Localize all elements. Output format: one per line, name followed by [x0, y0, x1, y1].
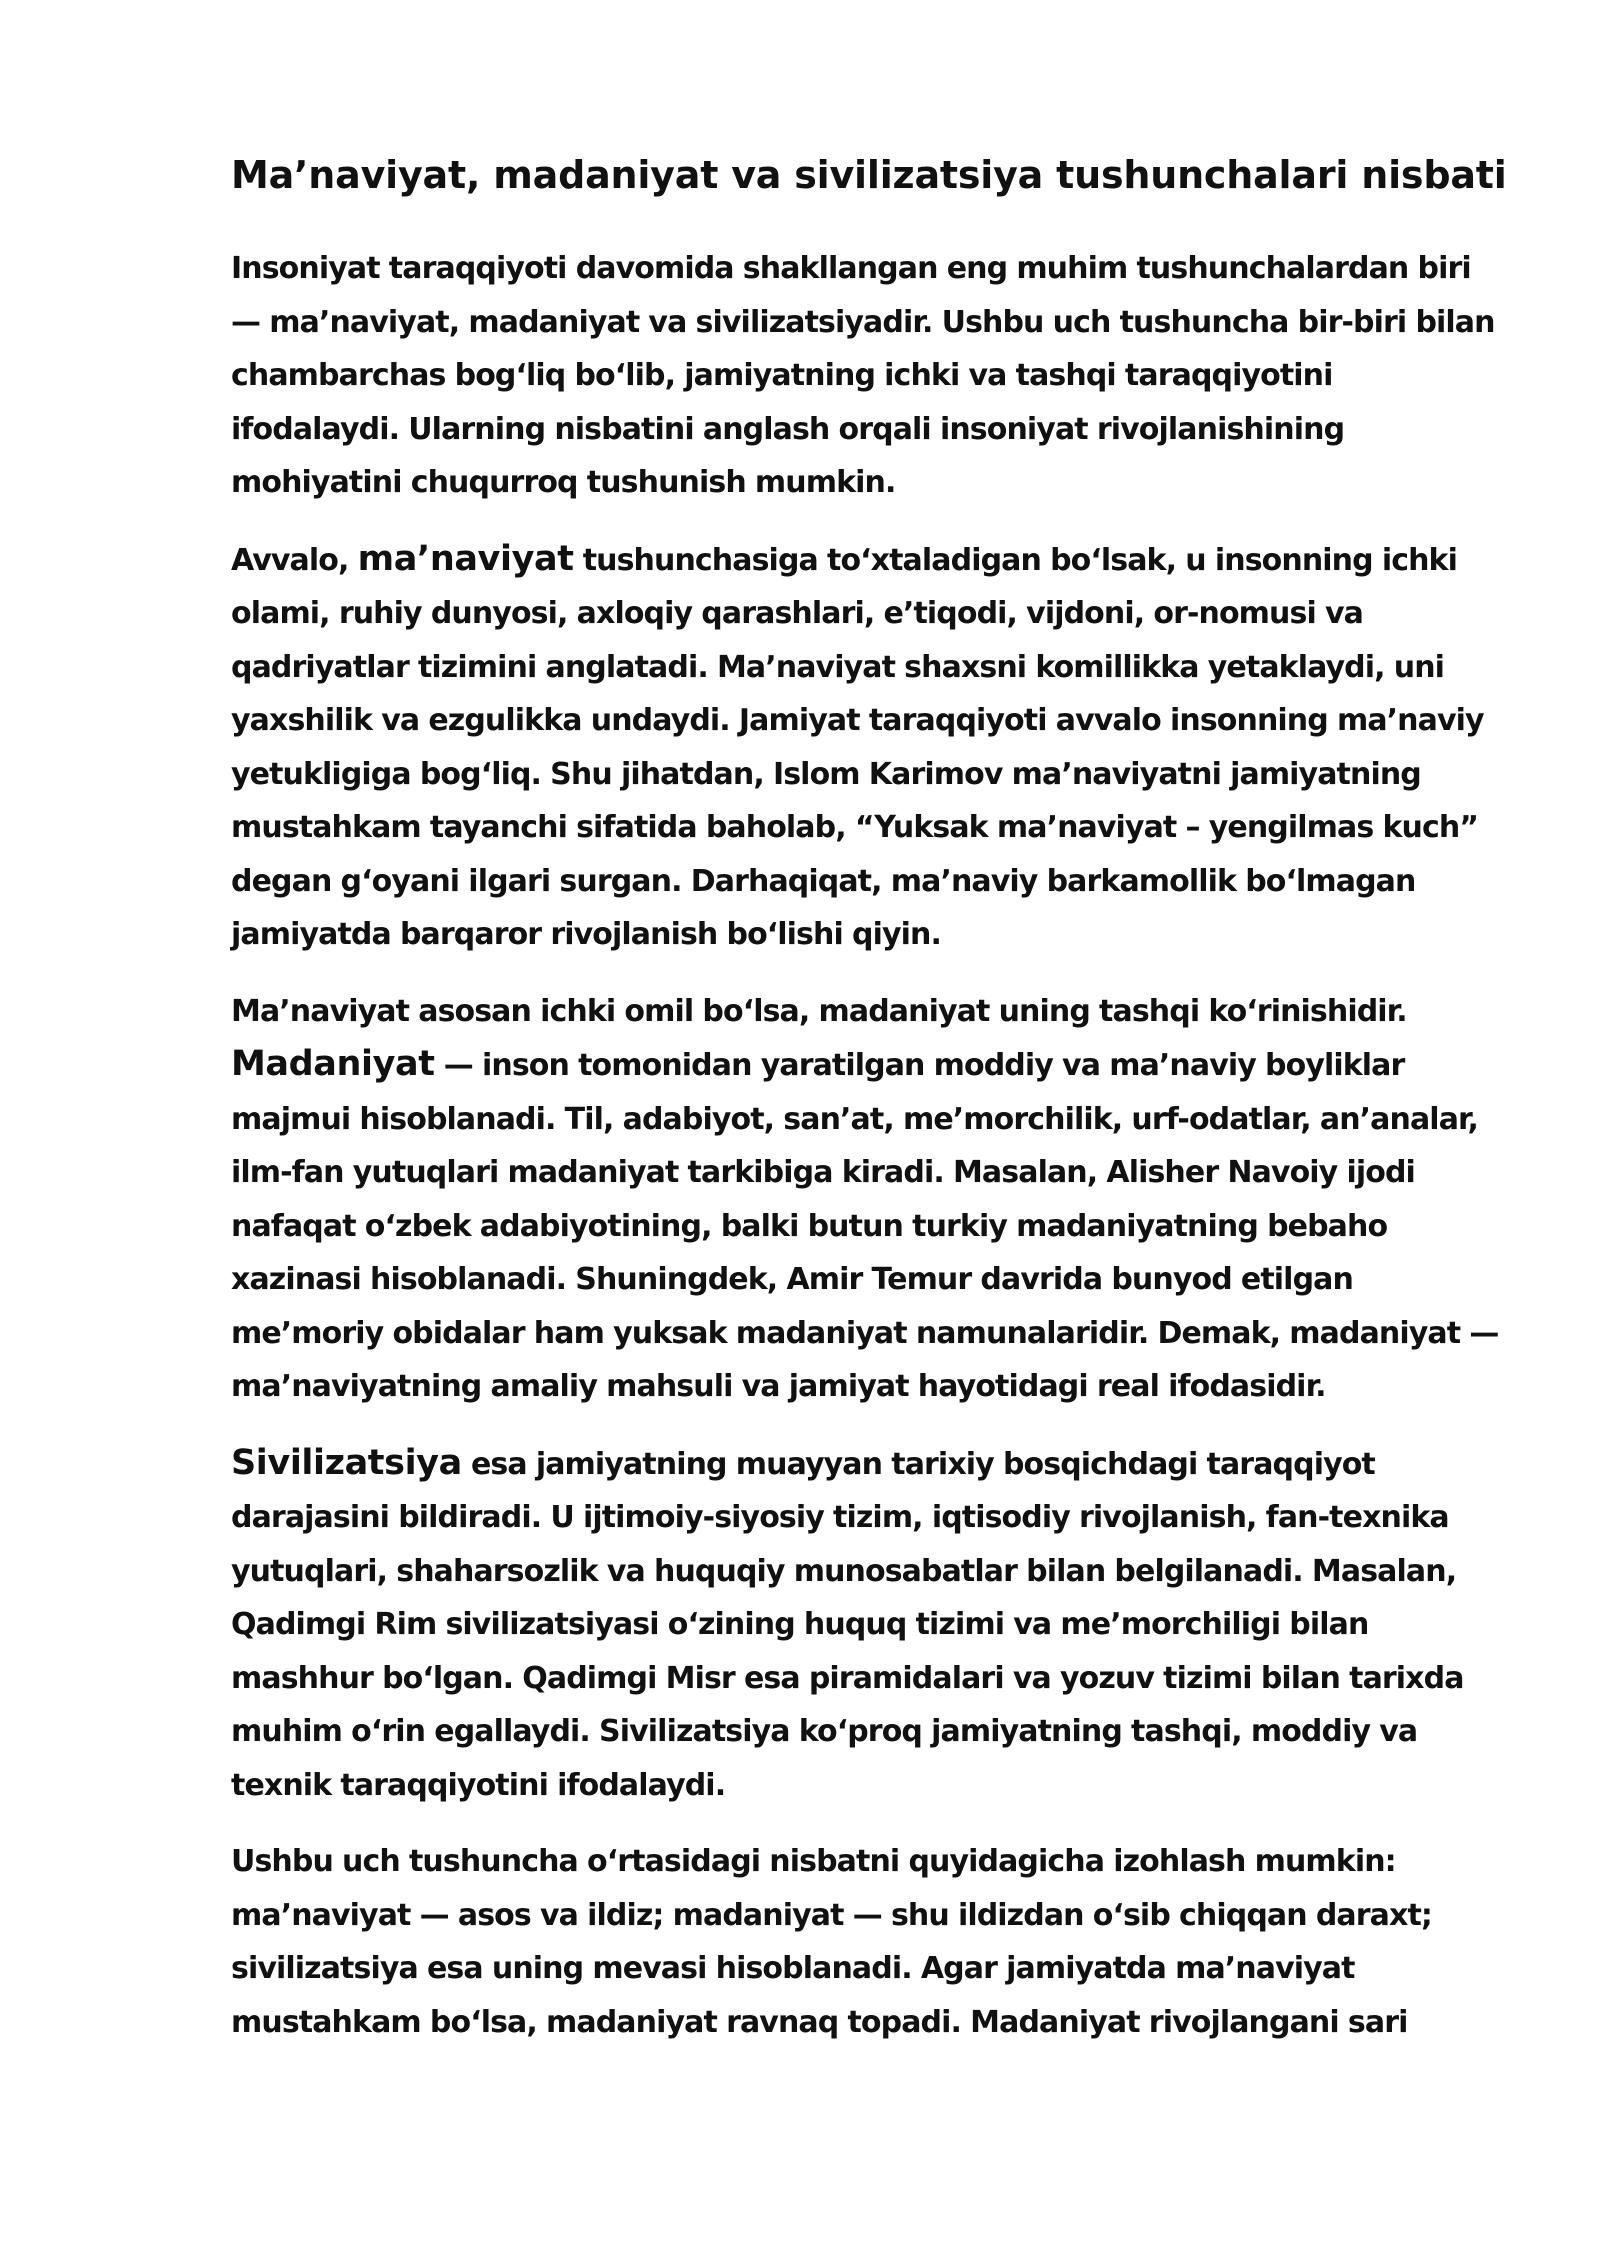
paragraph-text: Avvalo, [231, 542, 358, 578]
paragraph-introduction: Insoniyat taraqqiyoti davomida shakllangan eng muhim tushunchalardan biri — ma’naviyat, madaniyat va sivilizatsiyadir. Ushbu uch tushuncha bir-biri bilan chambarchas bog‘liq bo‘lib, jamiyatning ichki va tashqi taraqqiyotini ifodalaydi. Ularning nisbatini anglash orqali insoniyat rivojlanishining mohiyatini chuqurroq tushunish mumkin. [231, 251, 1495, 500]
document-body [231, 150, 1507, 2049]
paragraph-madaniyat [231, 985, 1501, 1414]
paragraph-text: Ma’naviyat asosan ichki omil bo‘lsa, madaniyat uning tashqi ko‘rinishidir. [231, 993, 1407, 1029]
term-sivilizatsiya: Sivilizatsiya [231, 1442, 462, 1483]
paragraph-nisbat: Ushbu uch tushuncha o‘rtasidagi nisbatni quyidagicha izohlash mumkin: ma’naviyat — asos va ildiz; madaniyat — shu ildizdan o‘sib chiqqan daraxt; sivilizatsiya esa uning mevasi hisoblanadi. Agar jamiyatda ma’naviyat mustahkam bo‘lsa, madaniyat ravnaq topadi. Madaniyat rivojlangani sari [231, 1844, 1432, 2040]
paragraph-text: tushunchasiga to‘xtaladigan bo‘lsak, u insonning ichki olami, ruhiy dunyosi, axloqiy qarashlari, e’tiqodi, vijdoni, or-nomusi va qadriyatlar tizimini anglatadi. Ma’naviyat shaxsni komillikka yetaklaydi, uni yaxshilik va ezgulikka undaydi. Jamiyat taraqqiyoti avvalo insonning ma’naviy yetukligiga bog‘liq. Shu jihatdan, Islom Karimov ma’naviyatni jamiyatning mustahkam tayanchi sifatida baholab, “Yuksak ma’naviyat – yengilmas kuch” degan g‘oyani ilgari surgan. Darhaqiqat, ma’naviy barkamollik bo‘lmagan jamiyatda barqaror rivojlanish bo‘lishi qiyin. [231, 542, 1484, 952]
paragraph-sivilizatsiya [231, 1437, 1501, 1813]
term-madaniyat: Madaniyat [231, 1044, 435, 1084]
paragraph-text: — inson tomonidan yaratilgan moddiy va ma’naviy boyliklar majmui hisoblanadi. Til, adabiyot, san’at, me’morchilik, urf-odatlar, an’analar, ilm-fan yutuqlari madaniyat tarkibiga kiradi. Masalan, Alisher Navoiy ijodi nafaqat o‘zbek adabiyotining, balki butun turkiy madaniyatning bebaho xazinasi hisoblanadi. Shuningdek, Amir Temur davrida bunyod etilgan me’moriy obidalar ham yuksak madaniyat namunalaridir. Demak, madaniyat — ma’naviyatning amaliy mahsuli va jamiyat hayotidagi real ifodasidir. [231, 1048, 1499, 1404]
document-title: Ma’naviyat, madaniyat va sivilizatsiya tushunchalari nisbati [231, 153, 1507, 197]
paragraph-manaviyat [231, 533, 1501, 962]
term-manaviyat: ma’naviyat [357, 538, 574, 579]
paragraph-text: esa jamiyatning muayyan tarixiy bosqichdagi taraqqiyot darajasini bildiradi. U ijtimoiy-siyosiy tizim, iqtisodiy rivojlanish, fan-texnika yutuqlari, shaharsozlik va huquqiy munosabatlar bilan belgilanadi. Masalan, Qadimgi Rim sivilizatsiyasi o‘zining huquq tizimi va me’morchiligi bilan mashhur bo‘lgan. Qadimgi Misr esa piramidalari va yozuv tizimi bilan tarixda muhim o‘rin egallaydi. Sivilizatsiya ko‘proq jamiyatning tashqi, moddiy va texnik taraqqiyotini ifodalaydi. [231, 1446, 1464, 1803]
